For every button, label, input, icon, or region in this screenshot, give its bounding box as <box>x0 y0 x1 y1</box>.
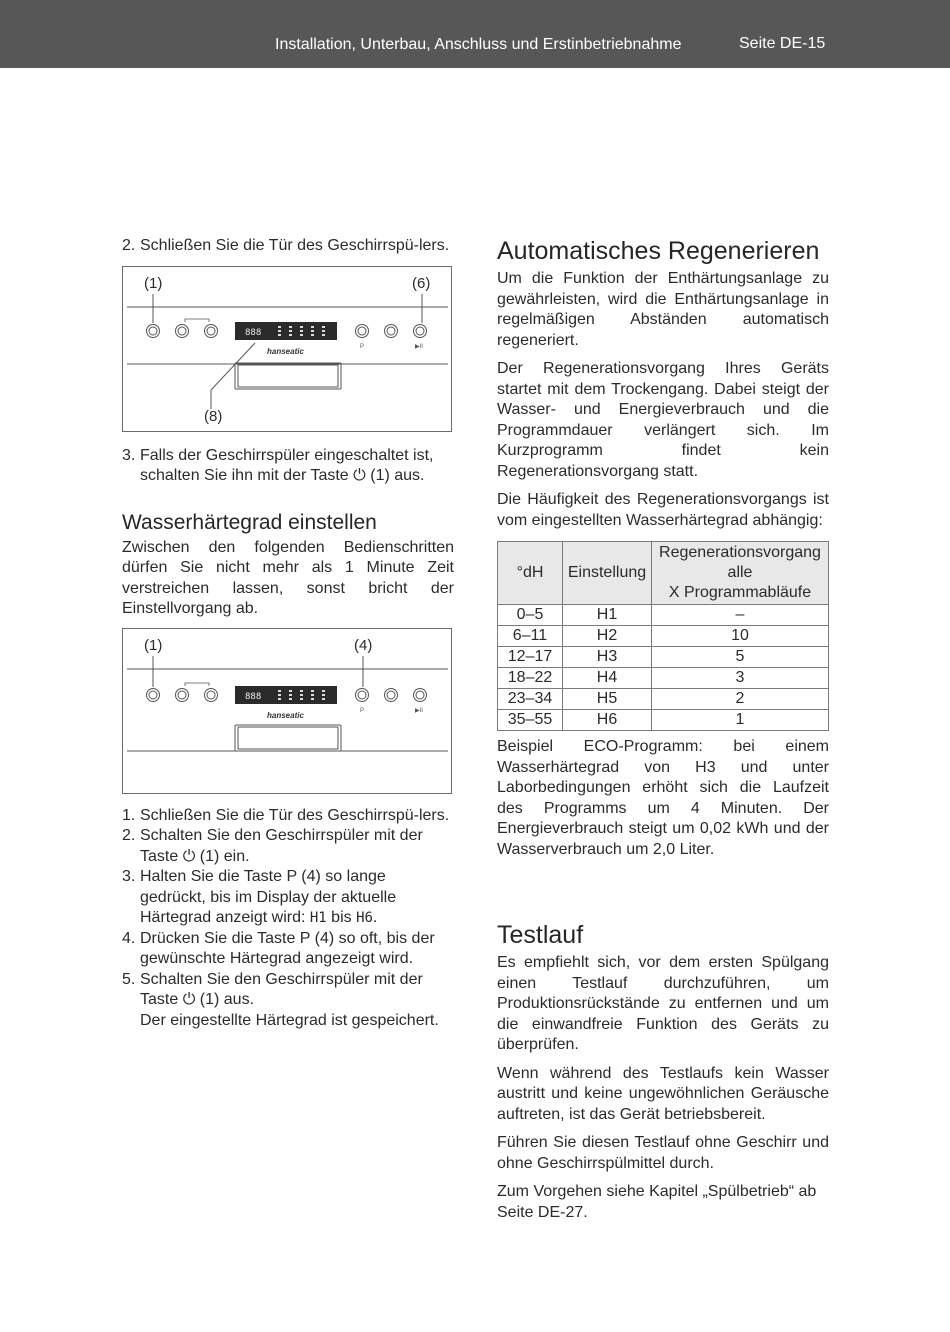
column-header: Regenerationsvorgang alle X Programmabläufe <box>652 542 829 605</box>
callout-8: (8) <box>204 407 223 425</box>
display-code: H6 <box>356 910 373 926</box>
callout-1: (1) <box>144 636 163 654</box>
step-item: 1. Schließen Sie die Tür des Geschirrspü-lers. <box>122 806 450 824</box>
control-panel-illustration <box>123 267 453 433</box>
chapter-title: Installation, Unterbau, Anschluss und Erstinbetriebnahme <box>275 36 682 53</box>
page-number: Seite DE-15 <box>739 35 826 52</box>
callout-6: (6) <box>412 274 431 292</box>
control-panel-figure-1 <box>122 266 452 432</box>
display-digits: 888 <box>245 327 262 338</box>
brand-logo: hanseatic <box>267 710 304 720</box>
test-paragraph-2: Wenn während des Testlaufs kein Wasser austritt und keine ungewöhnlichen Geräusche auftreten, ist das Gerät betriebsbereit. <box>497 1064 829 1123</box>
steps-list <box>122 806 454 1032</box>
button-p-label: P <box>360 707 365 714</box>
section-title-test-run: Testlauf <box>497 921 584 949</box>
regen-paragraph-3: Die Häufigkeit des Regenerationsvorgangs ist vom eingestellten Wasserhärtegrad abhängig: <box>497 491 829 529</box>
step-close-door: 2. Schließen Sie die Tür des Geschirrspü-lers. <box>122 237 450 254</box>
test-paragraph-1: Es empfiehlt sich, vor dem ersten Spülgang einen Testlauf durchzuführen, um Produktionsrückstände zu entfernen und um die einwandfreie Funktion des Geräts zu überprüfen. <box>497 954 829 1053</box>
table-row: 35–55 H6 1 <box>498 710 829 731</box>
callout-1: (1) <box>144 274 163 292</box>
button-play-label: ▶II <box>415 343 423 350</box>
step-item: 5. Schalten Sie den Geschirrspüler mit der Taste ⏻ (1) aus. <box>122 970 423 1008</box>
section-title-regeneration: Automatisches Regenerieren <box>497 237 820 265</box>
step-switch-off: 3. Falls der Geschirrspüler eingeschaltet ist, schalten Sie ihn mit der Taste ⏻ (1) aus. <box>122 446 434 484</box>
step-item: 3. Halten Sie die Taste P (4) so lange gedrückt, bis im Display der aktuelle Härtegrad anzeigt wird: H1 bis H6. <box>122 868 397 926</box>
table-row: 18–22 H4 3 <box>498 668 829 689</box>
section-title-water-hardness: Wasserhärtegrad einstellen <box>122 510 377 534</box>
button-p-label: P <box>360 343 365 350</box>
column-header: Einstellung <box>563 542 652 605</box>
regeneration-table <box>497 541 829 731</box>
regen-example: Beispiel ECO-Programm: bei einem Wasserhärtegrad von H3 und unter Laborbedingungen erhöht sich die Laufzeit des Programms um 4 Minuten. Der Energieverbrauch steigt um 0,02 kWh und der Wasserverbrauch um 2,0 Liter. <box>497 738 829 858</box>
section-intro: Zwischen den folgenden Bedienschritten dürfen Sie nicht mehr als 1 Minute Zeit verstreichen lassen, sonst bricht der Einstellvorgang ab. <box>122 538 454 617</box>
table-row: 0–5 H1 – <box>498 605 829 626</box>
step-item: 2. Schalten Sie den Geschirrspüler mit der Taste ⏻ (1) ein. <box>122 827 423 865</box>
brand-logo: hanseatic <box>267 346 304 356</box>
table-header-row <box>498 542 829 605</box>
control-panel-illustration <box>123 629 453 795</box>
control-panel-figure-2 <box>122 628 452 794</box>
table-row: 23–34 H5 2 <box>498 689 829 710</box>
button-play-label: ▶II <box>415 707 423 714</box>
page-header <box>0 0 950 68</box>
test-paragraph-3: Führen Sie diesen Testlauf ohne Geschirr und ohne Geschirrspülmittel durch. <box>497 1134 829 1172</box>
regen-paragraph-2: Der Regenerationsvorgang Ihres Geräts startet mit dem Trockengang. Dabei steigt der Wasser- und Energieverbrauch und die Programmdauer verlängert sich. Im Kurzprogramm findet kein Regenerationsvorgang statt. <box>497 360 829 480</box>
regen-paragraph-1: Um die Funktion der Enthärtungsanlage zu gewährleisten, wird die Enthärtungsanlage in regelmäßigen Abständen automatisch regeneriert. <box>497 270 829 349</box>
left-column <box>122 236 454 1031</box>
callout-4: (4) <box>354 636 373 654</box>
table-row: 6–11 H2 10 <box>498 626 829 647</box>
display-digits: 888 <box>245 691 262 702</box>
saved-note: Der eingestellte Härtegrad ist gespeichert. <box>140 1011 439 1029</box>
column-header: °dH <box>498 542 563 605</box>
step-item: 4. Drücken Sie die Taste P (4) so oft, bis der gewünschte Härtegrad angezeigt wird. <box>122 929 435 967</box>
test-paragraph-4: Zum Vorgehen siehe Kapitel „Spülbetrieb“ ab Seite DE-27. <box>497 1183 817 1221</box>
right-column <box>497 236 829 1223</box>
display-code: H1 <box>309 910 327 926</box>
table-row: 12–17 H3 5 <box>498 647 829 668</box>
